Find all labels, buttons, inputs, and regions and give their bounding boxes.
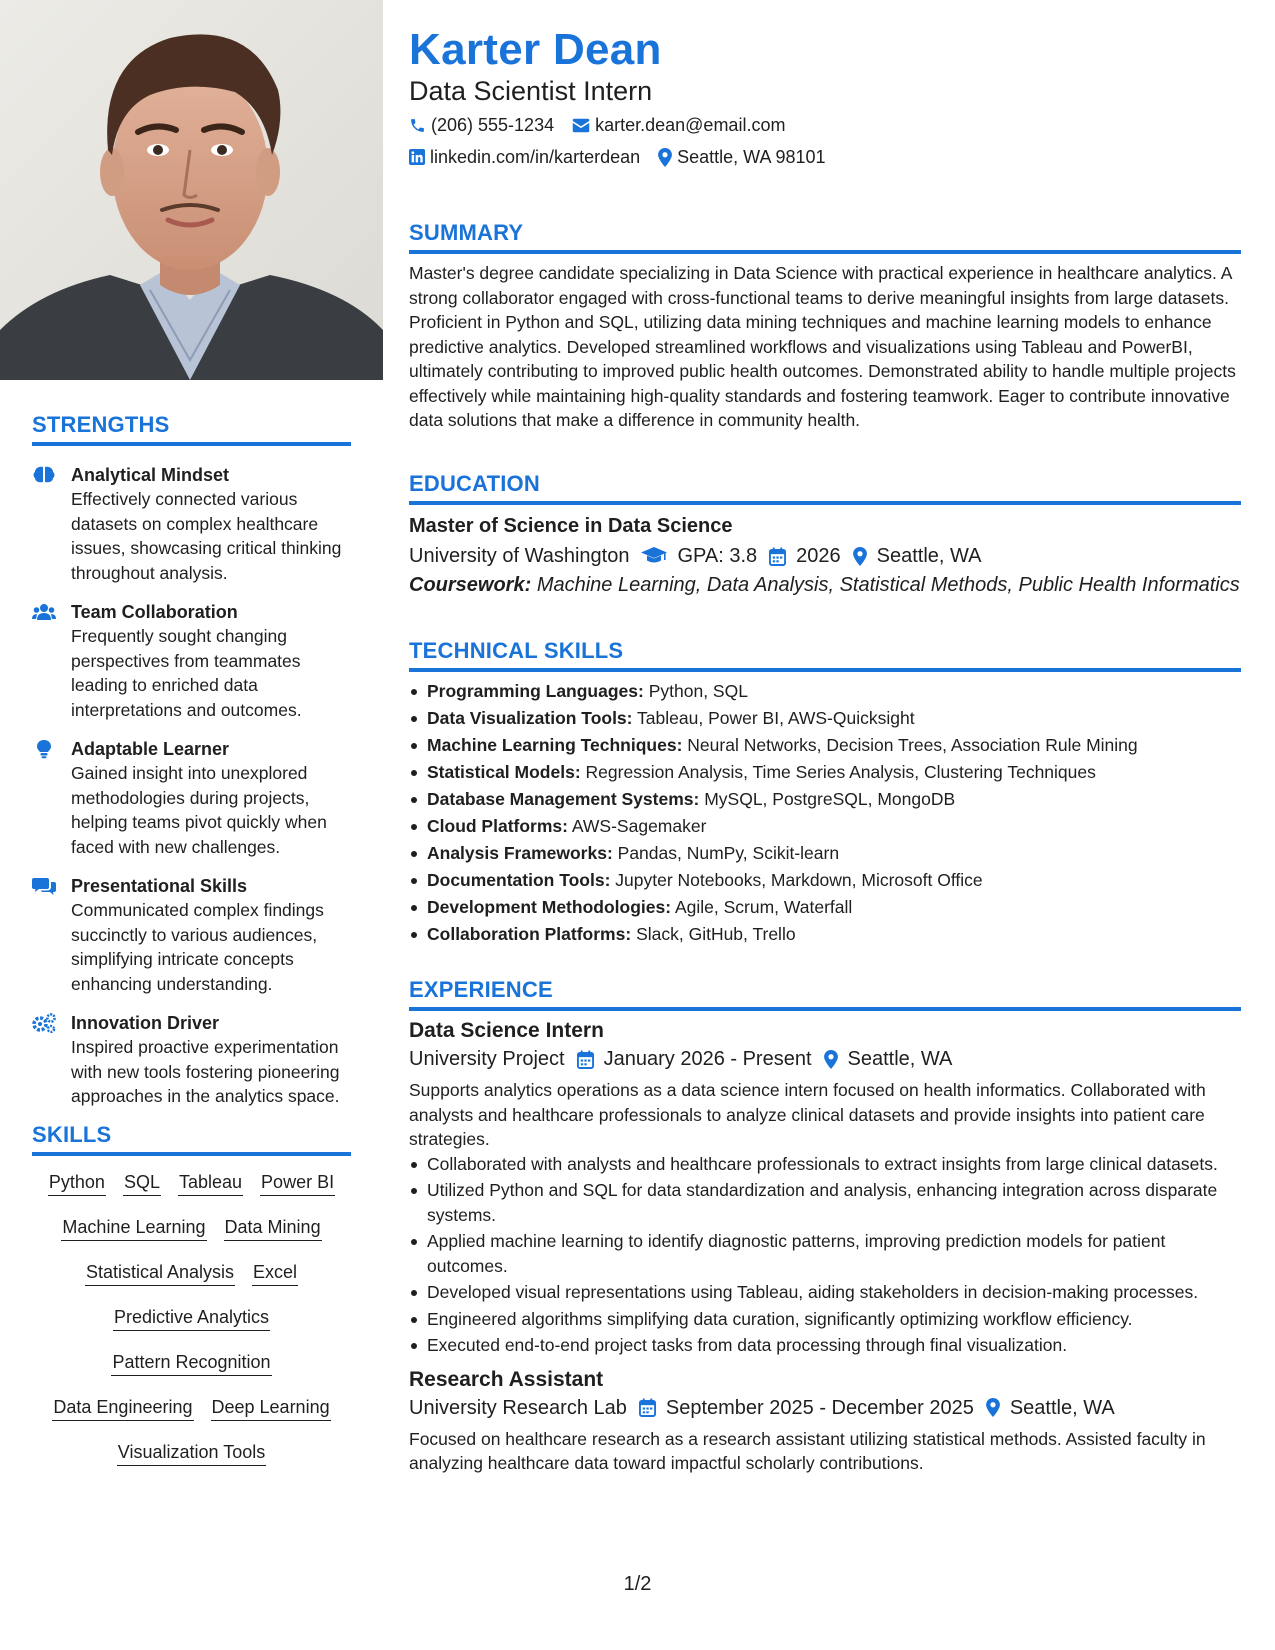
gpa-text: GPA: 3.8 xyxy=(677,545,758,567)
users-icon xyxy=(32,602,56,622)
school-item xyxy=(409,542,757,570)
job-entry xyxy=(409,1017,1241,1358)
summary-text: Master's degree candidate specializing in Data Science with practical experience in healthcare analytics. A strong collaborator engaged with cross-functional teams to derive meaningful insights from large datasets. Proficient in Python and SQL, utilizing data mining techniques and machine learning models to enhance predictive analytics. Developed streamlined workflows and visualizations using Tableau and PowerBI, ultimately contributing to improved public health outcomes. Demonstrated ability to handle multiple projects effectively while maintaining high-quality standards and fostering teamwork. Eager to contribute innovative data solutions that make a difference in community health. xyxy=(409,263,1236,430)
technical-skills-heading: TECHNICAL SKILLS xyxy=(409,638,1241,672)
map-pin-icon xyxy=(853,547,867,566)
strength-item xyxy=(32,463,351,585)
technical-skill-value: Regression Analysis, Time Series Analysis, Clustering Techniques xyxy=(585,762,1096,782)
strengths-heading: STRENGTHS xyxy=(32,412,351,446)
calendar-icon xyxy=(577,1050,594,1069)
skill-tag: Visualization Tools xyxy=(117,1438,266,1466)
lightbulb-icon xyxy=(32,739,56,759)
coursework-text: Machine Learning, Data Analysis, Statistical Methods, Public Health Informatics xyxy=(536,574,1240,596)
technical-skill-item xyxy=(409,678,1241,705)
location-text: Seattle, WA 98101 xyxy=(677,147,826,167)
job-org-item xyxy=(409,1394,627,1422)
technical-skill-value: Tableau, Power BI, AWS-Quicksight xyxy=(637,708,915,728)
technical-skill-label: Machine Learning Techniques: xyxy=(427,735,683,755)
email-text: karter.dean@email.com xyxy=(595,115,786,135)
technical-skill-value: Slack, GitHub, Trello xyxy=(636,924,796,944)
skill-tag: Machine Learning xyxy=(61,1213,206,1241)
technical-skill-item xyxy=(409,813,1241,840)
job-bullet: Engineered algorithms simplifying data curation, significantly optimizing workflow efficiency. xyxy=(409,1307,1241,1332)
graduation-cap-icon xyxy=(641,547,667,565)
school-location: Seattle, WA xyxy=(876,545,982,567)
technical-skill-item xyxy=(409,840,1241,867)
profile-photo xyxy=(0,0,383,380)
technical-skills-section xyxy=(409,638,1241,948)
education-meta xyxy=(409,542,1241,570)
summary-section xyxy=(409,220,1241,433)
job-bullets xyxy=(409,1152,1241,1358)
location-contact xyxy=(658,146,825,168)
calendar-icon xyxy=(769,547,786,566)
skill-tag: Tableau xyxy=(178,1168,243,1196)
technical-skill-value: Neural Networks, Decision Trees, Association Rule Mining xyxy=(687,735,1138,755)
job-org-item xyxy=(409,1045,565,1073)
technical-skill-value: Pandas, NumPy, Scikit-learn xyxy=(617,843,840,863)
skill-tag: Power BI xyxy=(260,1168,335,1196)
strength-title: Team Collaboration xyxy=(71,602,238,622)
technical-skill-item xyxy=(409,867,1241,894)
job-org: University Project xyxy=(409,1048,565,1070)
technical-skill-label: Documentation Tools: xyxy=(427,870,611,890)
skill-tag: Excel xyxy=(252,1258,298,1286)
phone-contact[interactable] xyxy=(409,114,554,136)
job-bullet: Applied machine learning to identify diagnostic patterns, improving prediction models for patient outcomes. xyxy=(409,1229,1241,1278)
strength-description: Effectively connected various datasets on complex healthcare issues, showcasing critical thinking throughout analysis. xyxy=(71,489,342,583)
technical-skill-label: Analysis Frameworks: xyxy=(427,843,613,863)
job-location-item xyxy=(986,1394,1115,1422)
job-meta xyxy=(409,1045,1241,1073)
technical-skill-item xyxy=(409,894,1241,921)
job-dates-item xyxy=(577,1045,812,1073)
candidate-name: Karter Dean xyxy=(409,25,662,74)
job-bullet: Utilized Python and SQL for data standardization and analysis, enhancing integration across disparate systems. xyxy=(409,1178,1241,1227)
skills-section xyxy=(32,1122,351,1483)
job-title: Data Science Intern xyxy=(409,1019,604,1042)
job-location: Seattle, WA xyxy=(847,1048,953,1070)
linkedin-icon xyxy=(409,149,425,165)
job-dates: January 2026 - Present xyxy=(603,1048,812,1070)
technical-skill-label: Cloud Platforms: xyxy=(427,816,568,836)
experience-section xyxy=(409,977,1241,1476)
coursework-label: Coursework: xyxy=(409,574,532,596)
job-bullet: Developed visual representations using Tableau, aiding stakeholders in decision-making processes. xyxy=(409,1280,1241,1305)
job-org: University Research Lab xyxy=(409,1396,627,1419)
strengths-section xyxy=(32,412,351,1124)
school-name: University of Washington xyxy=(409,545,630,567)
strength-title: Adaptable Learner xyxy=(71,739,230,759)
skill-tag: Data Mining xyxy=(224,1213,322,1241)
linkedin-contact[interactable] xyxy=(409,146,640,168)
brain-icon xyxy=(32,465,56,485)
map-pin-icon xyxy=(824,1050,838,1069)
skill-tag: Python xyxy=(48,1168,106,1196)
strength-item xyxy=(32,600,351,722)
strength-item xyxy=(32,874,351,996)
strength-description: Gained insight into unexplored methodologies during projects, helping teams pivot quickly when faced with new challenges. xyxy=(71,763,327,857)
contact-row-2 xyxy=(409,146,844,168)
map-pin-icon xyxy=(986,1398,1000,1417)
phone-text: (206) 555-1234 xyxy=(431,115,555,135)
sidebar xyxy=(0,0,383,1650)
strength-title: Presentational Skills xyxy=(71,876,248,896)
map-pin-icon xyxy=(658,148,672,167)
technical-skill-value: AWS-Sagemaker xyxy=(571,816,707,836)
year-item xyxy=(769,542,841,570)
coursework-line xyxy=(409,573,1241,598)
technical-skill-value: Python, SQL xyxy=(648,681,748,701)
skill-tag: Pattern Recognition xyxy=(111,1348,271,1376)
education-section xyxy=(409,471,1241,598)
strength-title: Analytical Mindset xyxy=(71,465,230,485)
summary-heading: SUMMARY xyxy=(409,220,1241,254)
phone-icon xyxy=(409,117,426,134)
gears-icon xyxy=(32,1013,56,1033)
contact-row xyxy=(409,114,803,136)
strength-item xyxy=(32,1011,351,1109)
job-summary: Focused on healthcare research as a research assistant utilizing statistical methods. Assisted faculty in analyzing healthcare data toward impactful scholarly contributions. xyxy=(409,1428,1206,1473)
technical-skill-label: Statistical Models: xyxy=(427,762,581,782)
job-location: Seattle, WA xyxy=(1009,1396,1115,1419)
technical-skill-label: Data Visualization Tools: xyxy=(427,708,633,728)
skill-tag: Data Engineering xyxy=(52,1393,193,1421)
strength-description: Inspired proactive experimentation with new tools fostering pioneering approaches in the analytics space. xyxy=(71,1037,340,1106)
technical-skill-value: Jupyter Notebooks, Markdown, Microsoft Office xyxy=(615,870,983,890)
job-bullet: Executed end-to-end project tasks from data processing through final visualization. xyxy=(409,1333,1241,1358)
job-title: Research Assistant xyxy=(409,1367,604,1391)
skill-tag: Predictive Analytics xyxy=(113,1303,270,1331)
email-contact[interactable] xyxy=(572,114,785,136)
skill-tag: Statistical Analysis xyxy=(85,1258,235,1286)
job-entry xyxy=(409,1366,1241,1476)
technical-skill-item xyxy=(409,705,1241,732)
technical-skills-list xyxy=(409,678,1241,948)
skills-tag-list xyxy=(32,1156,351,1483)
strength-description: Frequently sought changing perspectives from teammates leading to enriched data interpretations and outcomes. xyxy=(71,626,302,720)
education-heading: EDUCATION xyxy=(409,471,1241,505)
job-location-item xyxy=(824,1045,953,1073)
degree-title: Master of Science in Data Science xyxy=(409,515,733,537)
job-bullet: Collaborated with analysts and healthcare professionals to extract insights from large clinical datasets. xyxy=(409,1152,1241,1177)
job-dates: September 2025 - December 2025 xyxy=(665,1396,974,1419)
chat-icon xyxy=(32,876,56,896)
technical-skill-item xyxy=(409,759,1241,786)
job-meta xyxy=(409,1394,1241,1422)
linkedin-text: linkedin.com/in/karterdean xyxy=(430,147,641,167)
strength-description: Communicated complex findings succinctly to various audiences, simplifying intricate concepts enhancing understanding. xyxy=(71,900,324,994)
technical-skill-label: Collaboration Platforms: xyxy=(427,924,632,944)
graduation-year: 2026 xyxy=(796,545,841,567)
skill-tag: SQL xyxy=(123,1168,161,1196)
technical-skill-item xyxy=(409,921,1241,948)
strength-title: Innovation Driver xyxy=(71,1013,220,1033)
skill-tag: Deep Learning xyxy=(211,1393,331,1421)
candidate-role: Data Scientist Intern xyxy=(409,76,653,106)
technical-skill-item xyxy=(409,786,1241,813)
technical-skill-label: Database Management Systems: xyxy=(427,789,700,809)
technical-skill-label: Programming Languages: xyxy=(427,681,644,701)
envelope-icon xyxy=(572,118,590,133)
page-number: 1/2 xyxy=(623,1573,652,1595)
job-summary: Supports analytics operations as a data science intern focused on health informatics. Collaborated with analysts and healthcare professionals to analyze clinical datasets and provide insights into patient care strategies. xyxy=(409,1080,1206,1149)
technical-skill-value: MySQL, PostgreSQL, MongoDB xyxy=(704,789,956,809)
technical-skill-label: Development Methodologies: xyxy=(427,897,672,917)
experience-heading: EXPERIENCE xyxy=(409,977,1241,1011)
technical-skill-item xyxy=(409,732,1241,759)
skills-heading: SKILLS xyxy=(32,1122,351,1156)
technical-skill-value: Agile, Scrum, Waterfall xyxy=(674,897,853,917)
school-location-item xyxy=(853,542,982,570)
strength-item xyxy=(32,737,351,859)
calendar-icon xyxy=(639,1398,656,1417)
job-dates-item xyxy=(639,1394,974,1422)
